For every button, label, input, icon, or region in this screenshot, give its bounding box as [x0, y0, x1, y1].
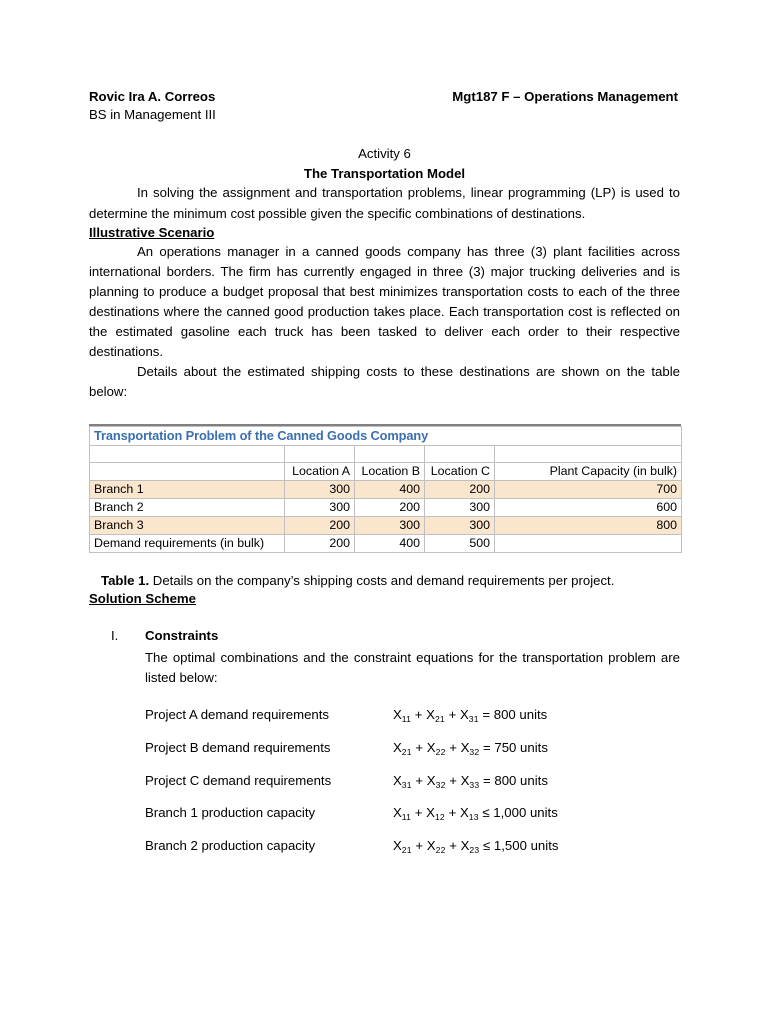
equation-variable: $X_{21}$: [393, 739, 412, 757]
equation-variable: $X_{11}$: [393, 805, 412, 823]
cell-plant-capacity: [495, 534, 682, 552]
equation-subscript: 32: [469, 746, 480, 757]
equation-expression: $X_{11} + X_{12} + X_{13} \le 1,000$ units: [393, 805, 558, 823]
cell-plant-capacity: 800: [495, 516, 682, 534]
column-header-location-c: Location C: [425, 462, 495, 480]
shipping-costs-table: [89, 426, 682, 553]
equation-subscript: 11: [401, 812, 412, 823]
shipping-costs-table-container: [89, 424, 681, 553]
spacer-cell: [355, 445, 425, 462]
column-header-location-a: Location A: [285, 462, 355, 480]
spacer-cell: [90, 445, 285, 462]
list-numeral: I.: [111, 628, 119, 644]
section-heading-illustrative-scenario: Illustrative Scenario: [89, 224, 215, 240]
student-program: BS in Management III: [89, 107, 216, 123]
table-body: [90, 426, 682, 552]
equation-variable: $X_{13}$: [459, 805, 479, 823]
equation-variable: $X_{21}$: [393, 838, 412, 856]
scenario-paragraph-2: Details about the estimated shipping costs to these destinations are shown on the table below:: [89, 364, 680, 400]
equation-label: Project A demand requirements: [145, 707, 329, 723]
constraints-description: The optimal combinations and the constraint equations for the transportation problem are listed below:: [145, 649, 680, 686]
table-header-row: [90, 462, 682, 480]
equation-variable: $X_{32}$: [460, 739, 480, 757]
constraint-equation-row: [145, 705, 680, 725]
equation-subscript: 21: [401, 746, 412, 757]
intro-paragraph: In solving the assignment and transportation problems, linear programming (LP) is used to determine the minimum cost possible given the specific combinations of destinations.: [89, 185, 680, 221]
equation-expression: $X_{21} + X_{22} + X_{23} \le 1,500$ units: [393, 838, 559, 856]
equation-subscript: 32: [435, 779, 446, 790]
cell-location-b: 200: [355, 498, 425, 516]
equation-subscript: 21: [434, 714, 445, 725]
equation-label: Project B demand requirements: [145, 739, 331, 755]
spacer-cell: [425, 445, 495, 462]
equation-subscript: 11: [401, 714, 412, 725]
equation-label: Branch 2 production capacity: [145, 838, 316, 854]
constraints-body: [145, 626, 680, 869]
constraint-equation-row: [145, 803, 680, 823]
table-title: Transportation Problem of the Canned Goods Company: [90, 426, 682, 445]
constraint-equation-row: [145, 836, 680, 856]
equation-variable: $X_{21}$: [426, 707, 445, 725]
equation-expression: $X_{11} + X_{21} + X_{31} = 800$ units: [393, 707, 548, 725]
activity-number: Activity 6: [358, 145, 411, 161]
cell-location-b: 300: [355, 516, 425, 534]
equation-variable: $X_{33}$: [460, 772, 480, 790]
constraint-equation-row: [145, 771, 680, 791]
equation-subscript: 23: [469, 845, 480, 856]
student-name: Rovic Ira A. Correos: [89, 89, 216, 104]
table-row: [90, 516, 682, 534]
equation-variable: $X_{11}$: [393, 707, 412, 725]
equation-variable: $X_{31}$: [393, 772, 412, 790]
equation-variable: $X_{22}$: [426, 739, 446, 757]
equation-variable: $X_{23}$: [460, 838, 480, 856]
scenario-paragraph-1: An operations manager in a canned goods company has three (3) plant facilities across international borders. The firm has currently engaged in three (3) major trucking deliveries and is planning to produce a budget proposal that best minimizes transportation costs to each of the three destinations where the canned good production takes place. Each transportation cost is reflected on the estimated gasoline each truck has been tasked to deliver each order to their respective destinations.: [89, 244, 680, 360]
equation-variable: $X_{32}$: [426, 772, 446, 790]
equation-variable: $X_{12}$: [426, 805, 445, 823]
table-caption-label: Table 1.: [101, 572, 150, 588]
table-caption-text: Details on the company’s shipping costs and demand requirements per project.: [149, 572, 615, 588]
activity-title-block: [89, 144, 680, 184]
cell-location-a: 200: [285, 534, 355, 552]
cell-plant-capacity: 600: [495, 498, 682, 516]
equation-expression: $X_{31} + X_{32} + X_{33} = 800$ units: [393, 772, 548, 790]
document-header: [89, 88, 680, 105]
cell-location-b: 400: [355, 480, 425, 498]
constraints-heading: Constraints: [145, 628, 219, 644]
equation-subscript: 31: [468, 714, 479, 725]
equation-label: Branch 1 production capacity: [145, 805, 316, 821]
constraint-equation-row: [145, 738, 680, 758]
equation-label: Project C demand requirements: [145, 772, 332, 788]
row-label: Demand requirements (in bulk): [90, 534, 285, 552]
row-label: Branch 3: [90, 516, 285, 534]
cell-location-c: 300: [425, 516, 495, 534]
equation-subscript: 21: [401, 845, 412, 856]
cell-location-c: 300: [425, 498, 495, 516]
equation-subscript: 13: [468, 812, 479, 823]
cell-location-b: 400: [355, 534, 425, 552]
equation-subscript: 31: [401, 779, 412, 790]
row-label: Branch 2: [90, 498, 285, 516]
cell-plant-capacity: 700: [495, 480, 682, 498]
table-title-row: [90, 426, 682, 445]
row-label: Branch 1: [90, 480, 285, 498]
column-header-blank: [90, 462, 285, 480]
table-spacer-row: [90, 445, 682, 462]
column-header-plant-capacity: Plant Capacity (in bulk): [495, 462, 682, 480]
table-caption: [89, 571, 680, 590]
table-row: [90, 498, 682, 516]
equation-subscript: 12: [434, 812, 445, 823]
equation-subscript: 33: [469, 779, 480, 790]
cell-location-c: 500: [425, 534, 495, 552]
table-row: [90, 480, 682, 498]
page-title: The Transportation Model: [303, 165, 466, 181]
constraint-equation-list: [145, 705, 680, 856]
equation-variable: $X_{22}$: [426, 838, 446, 856]
section-heading-solution-scheme: Solution Scheme: [89, 590, 196, 606]
course-title: Mgt187 F – Operations Management: [452, 89, 678, 104]
cell-location-a: 300: [285, 480, 355, 498]
equation-expression: $X_{21} + X_{22} + X_{32} = 750$ units: [393, 739, 548, 757]
cell-location-c: 200: [425, 480, 495, 498]
equation-subscript: 22: [435, 845, 446, 856]
spacer-cell: [285, 445, 355, 462]
column-header-location-b: Location B: [355, 462, 425, 480]
constraints-item: [89, 626, 680, 869]
cell-location-a: 300: [285, 498, 355, 516]
spacer-cell: [495, 445, 682, 462]
equation-variable: $X_{31}$: [459, 707, 479, 725]
table-row: [90, 534, 682, 552]
equation-subscript: 22: [435, 746, 446, 757]
cell-location-a: 200: [285, 516, 355, 534]
